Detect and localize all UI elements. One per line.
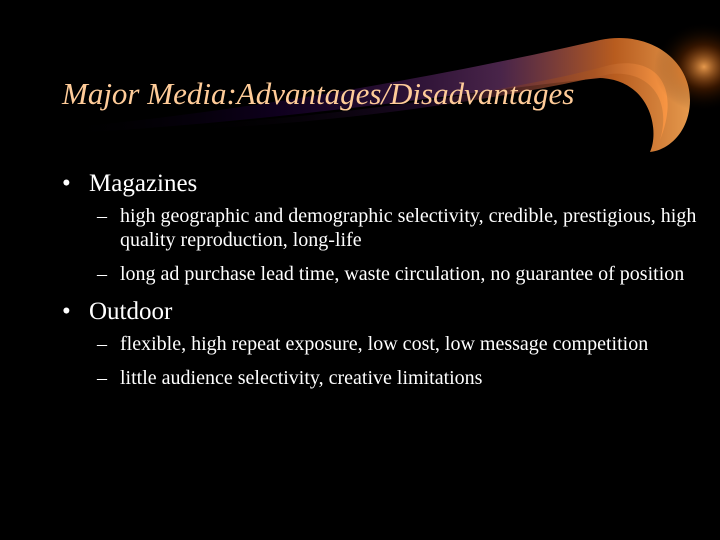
dash-icon: – [97,205,107,227]
dash-icon: – [97,333,107,355]
list-item [62,204,702,252]
list-item-text: flexible, high repeat exposure, low cost, low message competition [120,333,649,355]
bullet-heading-label: Outdoor [89,298,173,325]
bullet-heading-magazines [62,168,702,200]
list-item [62,332,702,356]
list-item [62,262,702,286]
dash-icon: – [97,263,107,285]
list-item-text: little audience selectivity, creative limitations [120,367,483,389]
list-item-text: long ad purchase lead time, waste circulation, no guarantee of position [120,263,685,285]
slide-title: Major Media:Advantages/Disadvantages [62,76,575,111]
sublist-outdoor [62,332,702,390]
slide-content [62,168,702,400]
section-outdoor [62,296,702,390]
dash-icon: – [97,367,107,389]
bullet-dot-icon: • [62,298,71,325]
sublist-magazines [62,204,702,286]
list-item [62,366,702,390]
bullet-heading-label: Magazines [89,170,198,197]
section-magazines [62,168,702,286]
bullet-dot-icon: • [62,170,71,197]
bullet-heading-outdoor [62,296,702,328]
list-item-text: high geographic and demographic selectivity, credible, prestigious, high quality reproduction, long-life [120,205,697,251]
